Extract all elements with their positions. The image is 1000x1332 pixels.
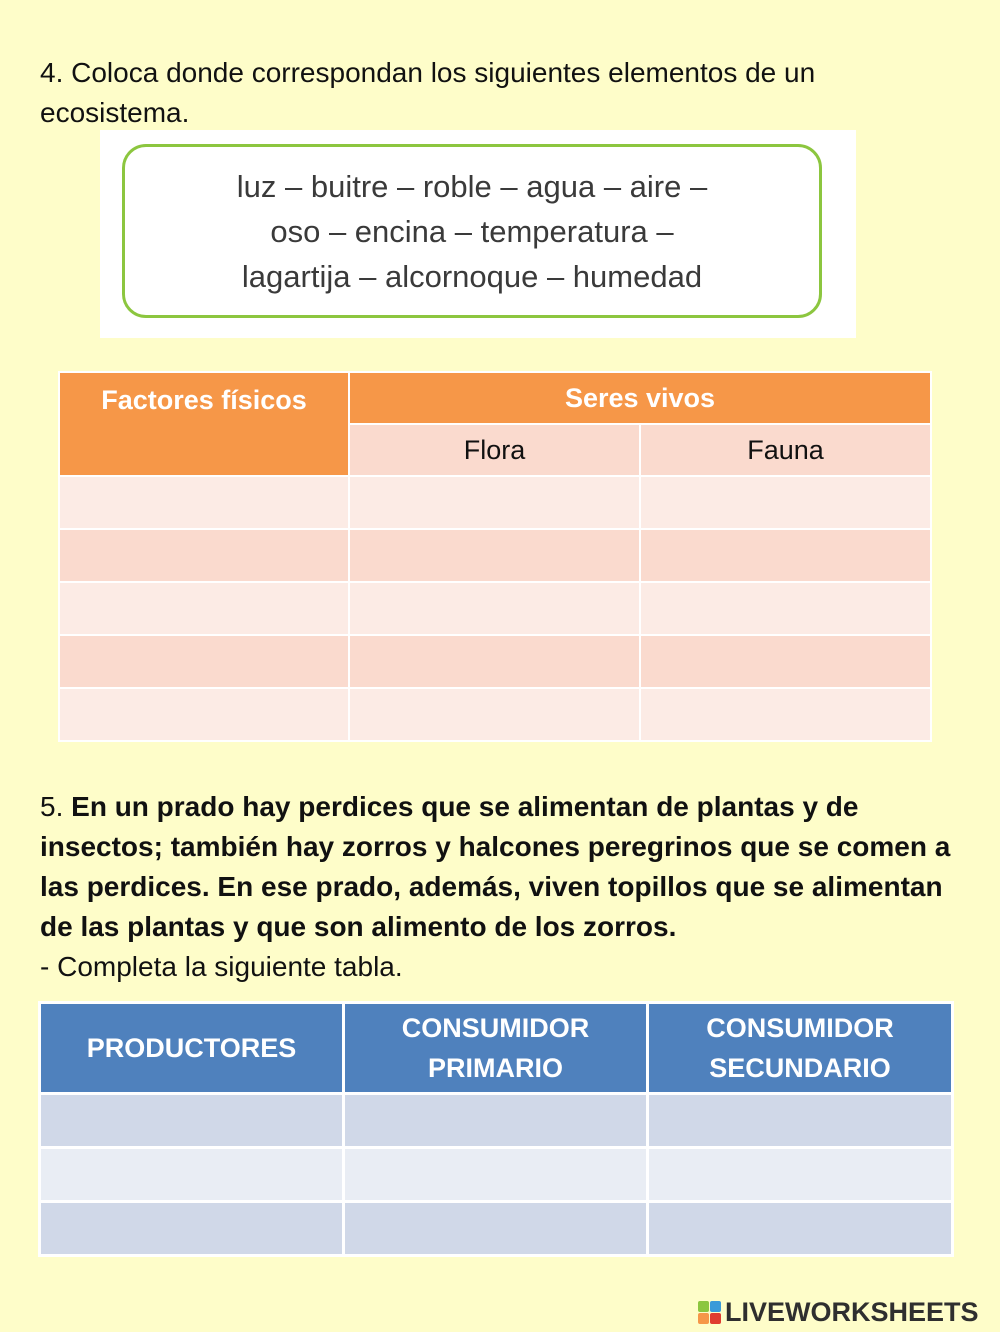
liveworksheets-logo (698, 1294, 979, 1330)
liveworksheets-logo-icon (698, 1301, 721, 1324)
answer-cell-primary[interactable] (344, 1202, 648, 1256)
answer-cell-fauna[interactable] (640, 529, 931, 582)
answer-cell-physical[interactable] (59, 476, 349, 529)
ecosystem-table (58, 371, 932, 742)
header-producers: PRODUCTORES (40, 1003, 344, 1094)
header-physical-factors: Factores físicos (59, 372, 349, 476)
answer-cell-fauna[interactable] (640, 635, 931, 688)
header-secondary-consumer: CONSUMIDOR SECUNDARIO (648, 1003, 953, 1094)
table-row (40, 1202, 953, 1256)
answer-cell-producers[interactable] (40, 1202, 344, 1256)
table-row (40, 1148, 953, 1202)
word-bank-panel (100, 130, 856, 338)
answer-cell-flora[interactable] (349, 476, 640, 529)
logo-text: LIVEWORKSHEETS (725, 1296, 979, 1327)
answer-cell-secondary[interactable] (648, 1148, 953, 1202)
table-row (59, 582, 931, 635)
question-5-text (40, 787, 960, 987)
answer-cell-secondary[interactable] (648, 1094, 953, 1148)
answer-cell-primary[interactable] (344, 1094, 648, 1148)
word-bank-line: lagartija – alcornoque – humedad (241, 258, 703, 294)
answer-cell-producers[interactable] (40, 1148, 344, 1202)
header-primary-consumer: CONSUMIDOR PRIMARIO (344, 1003, 648, 1094)
header-fauna: Fauna (640, 424, 931, 476)
answer-cell-flora[interactable] (349, 529, 640, 582)
word-bank-box (122, 144, 822, 318)
answer-cell-fauna[interactable] (640, 582, 931, 635)
answer-cell-flora[interactable] (349, 635, 640, 688)
word-bank-line: luz – buitre – roble – agua – aire – (236, 168, 708, 204)
food-chain-table (38, 1001, 954, 1257)
logo-square (710, 1313, 721, 1324)
logo-square (698, 1313, 709, 1324)
question-4-text: 4. Coloca donde correspondan los siguientes elementos de un ecosistema. (40, 57, 816, 128)
answer-cell-fauna[interactable] (640, 688, 931, 741)
answer-cell-physical[interactable] (59, 688, 349, 741)
question-5-number: 5. (40, 791, 72, 822)
answer-cell-physical[interactable] (59, 635, 349, 688)
header-living-beings: Seres vivos (349, 372, 931, 424)
table-row (59, 529, 931, 582)
question-5-statement: En un prado hay perdices que se alimentan de plantas y de insectos; también hay zorros y halcones peregrinos que se comen a las perdices. En ese prado, además, viven topillos que se alimentan de las plantas y que son alimento de los zorros. (40, 791, 951, 942)
answer-cell-flora[interactable] (349, 582, 640, 635)
logo-square (698, 1301, 709, 1312)
answer-cell-physical[interactable] (59, 529, 349, 582)
word-bank-line: oso – encina – temperatura – (270, 213, 674, 249)
table-row (40, 1094, 953, 1148)
header-flora: Flora (349, 424, 640, 476)
question-5-instruction: - Completa la siguiente tabla. (40, 951, 403, 982)
table-row (59, 476, 931, 529)
answer-cell-flora[interactable] (349, 688, 640, 741)
answer-cell-physical[interactable] (59, 582, 349, 635)
table-row (59, 688, 931, 741)
logo-square (710, 1301, 721, 1312)
answer-cell-producers[interactable] (40, 1094, 344, 1148)
answer-cell-secondary[interactable] (648, 1202, 953, 1256)
table-row (59, 635, 931, 688)
answer-cell-fauna[interactable] (640, 476, 931, 529)
answer-cell-primary[interactable] (344, 1148, 648, 1202)
